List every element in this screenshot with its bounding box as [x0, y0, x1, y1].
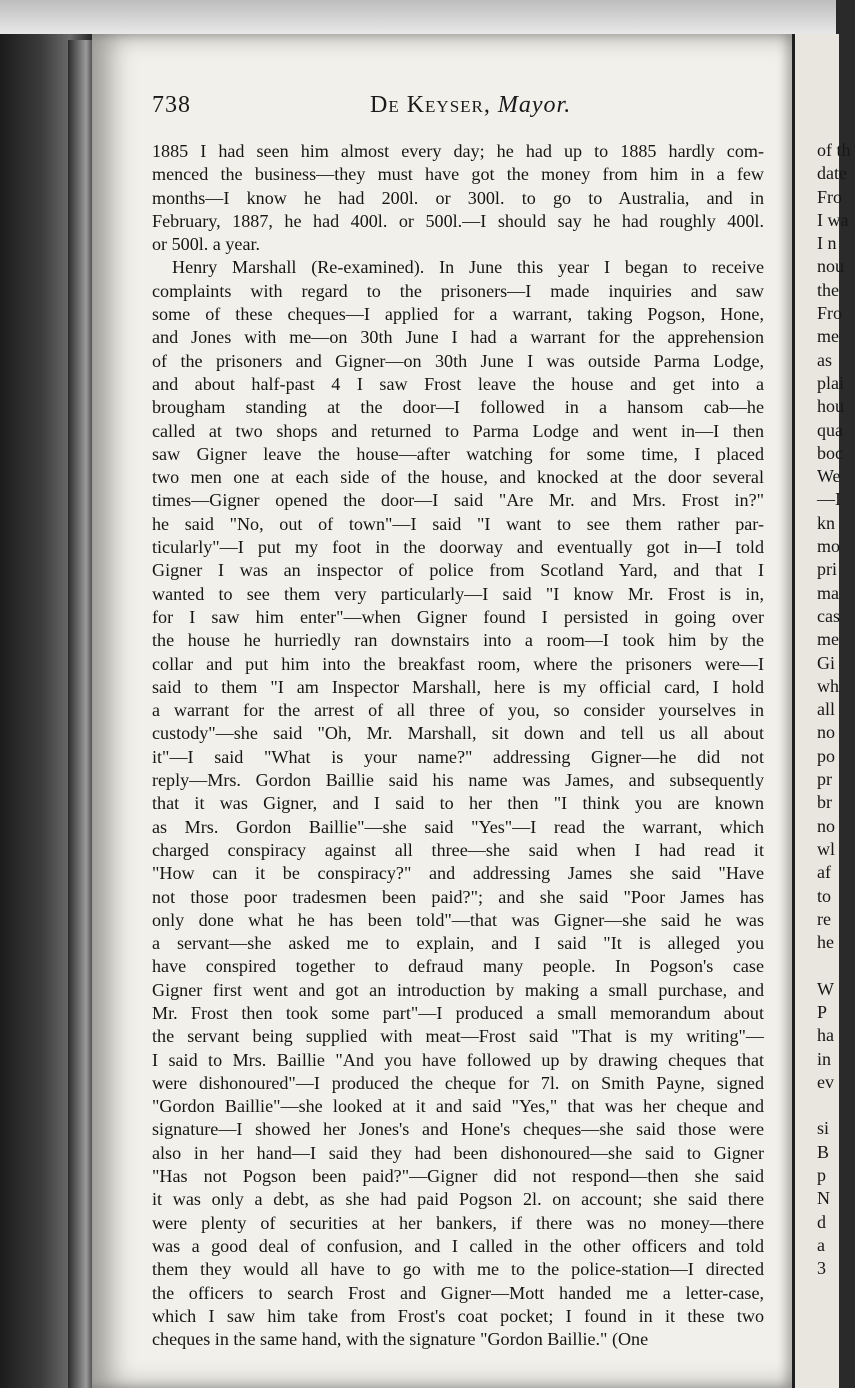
- text-line: that it was Gigner, and I said to her then "I think you are known: [152, 793, 764, 814]
- text-line: a warrant for the arrest of all three of you, so consider yourselves in: [152, 700, 764, 721]
- text-line: he said "No, out of town"—I said "I want to see them rather par-: [152, 513, 764, 534]
- facing-page-fragment: br: [817, 792, 832, 813]
- text-line: which I saw him take from Frost's coat pocket; I found in it these two: [152, 1305, 764, 1326]
- facing-page-fragment: wh: [817, 675, 839, 696]
- text-line: the servant being supplied with meat—Frost said "That is my writing"—: [152, 1026, 764, 1047]
- text-line: "Gordon Baillie"—she looked at it and said "Yes," that was her cheque and: [152, 1096, 764, 1117]
- text-line: a servant—she asked me to explain, and I said "It is alleged you: [152, 933, 764, 954]
- text-line: Gigner I was an inspector of police from Scotland Yard, and that I: [152, 560, 764, 581]
- text-line: the officers to search Frost and Gigner—Mott handed me a letter-case,: [152, 1282, 764, 1303]
- text-line: some of these cheques—I applied for a warrant, taking Pogson, Hone,: [152, 304, 764, 325]
- facing-page-fragment: d: [817, 1211, 826, 1232]
- text-line: "Has not Pogson been paid?"—Gigner did not respond—then she said: [152, 1166, 764, 1187]
- facing-page-fragment: no: [817, 815, 835, 836]
- facing-page-fragment: N: [817, 1188, 830, 1209]
- facing-page-fragment: me: [817, 326, 839, 347]
- facing-page-fragment: We: [817, 466, 841, 487]
- facing-page-fragment: pr: [817, 769, 832, 790]
- facing-page-fragment: B: [817, 1141, 830, 1162]
- facing-page-fragment: Gi: [817, 652, 835, 673]
- text-line: called at two shops and returned to Parma Lodge and went in—I then: [152, 420, 764, 441]
- text-line: wanted to see them very particularly—I said "I know Mr. Frost is in,: [152, 583, 764, 604]
- text-line: custody"—she said "Oh, Mr. Marshall, sit down and tell us all about: [152, 723, 764, 744]
- book-spine: [68, 40, 94, 1388]
- facing-page-fragment: Fro: [817, 186, 843, 207]
- page-header: [152, 92, 764, 124]
- text-line: two men one at each side of the house, and knocked at the door several: [152, 467, 764, 488]
- facing-page-fragment: boc: [817, 442, 843, 463]
- facing-page-fragment: W: [817, 978, 834, 999]
- text-line: "How can it be conspiracy?" and addressing James she said "Have: [152, 863, 764, 884]
- text-line: 1885 I had seen him almost every day; he had up to 1885 hardly com-: [152, 141, 764, 161]
- text-line: signature—I showed her Jones's and Hone's cheques—she said those were: [152, 1119, 764, 1140]
- facing-page-fragment: p: [817, 1165, 826, 1186]
- page-number: 738: [152, 92, 191, 118]
- facing-page-fragment: I n: [817, 233, 837, 254]
- text-line: complaints with regard to the prisoners—I made inquiries and saw: [152, 280, 764, 301]
- text-line: Gigner first went and got an introduction by making a small purchase, and: [152, 979, 764, 1000]
- facing-page-fragment: [795, 1095, 855, 1118]
- facing-page-fragment: to: [817, 885, 832, 906]
- facing-page-fragment: date: [817, 163, 847, 184]
- text-line: Mr. Frost then took some part"—I produced a small memorandum about: [152, 1002, 764, 1023]
- testimony-text: [152, 140, 764, 1351]
- text-line: were plenty of securities at her bankers, if there was no money—there: [152, 1212, 764, 1233]
- text-line: or 500l. a year.: [152, 234, 261, 255]
- facing-page-fragment: a: [817, 1234, 825, 1255]
- facing-page-fragment: [795, 955, 855, 978]
- facing-page-fragment: 3: [817, 1258, 826, 1279]
- text-line: reply—Mrs. Gordon Baillie said his name was James, and subsequently: [152, 770, 764, 791]
- text-line: menced the business—they must have got the money from him in a few: [152, 164, 764, 185]
- running-head-title: Mayor.: [497, 92, 572, 118]
- facing-page-fragment: po: [817, 745, 835, 766]
- scan-top-edge: [0, 0, 836, 34]
- text-line: them they would all have to go with me to the police-station—I directed: [152, 1259, 764, 1280]
- facing-page-fragment: ev: [817, 1071, 834, 1092]
- facing-page-fragment: in: [817, 1048, 832, 1069]
- facing-page-fragments: [795, 140, 855, 1282]
- text-line: of the prisoners and Gigner—on 30th June I was outside Parma Lodge,: [152, 350, 764, 371]
- facing-page-fragment: qua: [817, 419, 843, 440]
- text-line: also in her hand—I said they had been dishonoured—she said to Gigner: [152, 1142, 764, 1163]
- facing-page-fragment: all: [817, 699, 835, 720]
- text-line: ticularly"—I put my foot in the doorway and eventually got in—I told: [152, 537, 764, 558]
- facing-page-fragment: of th: [817, 140, 851, 160]
- text-line: months—I know he had 200l. or 300l. to go to Australia, and in: [152, 187, 764, 208]
- text-line: February, 1887, he had 400l. or 500l.—I should say he had roughly 400l.: [152, 210, 764, 231]
- facing-page-fragment: I wa: [817, 209, 849, 230]
- facing-page-fragment: hou: [817, 396, 844, 417]
- text-line: cheques in the same hand, with the signature "Gordon Baillie." (One: [152, 1329, 649, 1350]
- facing-page-fragment: af: [817, 862, 831, 883]
- facing-page-fragment: wl: [817, 838, 835, 859]
- text-line: said to them "I am Inspector Marshall, here is my official card, I hold: [152, 676, 764, 697]
- text-line: were dishonoured"—I produced the cheque for 7l. on Smith Payne, signed: [152, 1072, 764, 1093]
- facing-page-fragment: re: [817, 908, 831, 929]
- facing-page-fragment: cas: [817, 605, 840, 626]
- facing-page-fragment: the: [817, 279, 839, 300]
- text-line: charged conspiracy against all three—she said when I had read it: [152, 839, 764, 860]
- text-line: Henry Marshall (Re-examined). In June this year I began to receive: [172, 257, 764, 278]
- text-line: as Mrs. Gordon Baillie"—she said "Yes"—I read the warrant, which: [152, 816, 764, 837]
- text-line: it was only a debt, as she had paid Pogson 2l. on account; she said there: [152, 1189, 764, 1210]
- running-head: [370, 92, 571, 119]
- facing-page-fragment: no: [817, 722, 835, 743]
- facing-page-fragment: as: [817, 349, 832, 370]
- running-head-name: De Keyser,: [370, 92, 491, 118]
- facing-page-fragment: ma: [817, 582, 839, 603]
- text-line: was a good deal of confusion, and I called in the other officers and told: [152, 1235, 764, 1256]
- text-line: have conspired together to defraud many people. In Pogson's case: [152, 956, 764, 977]
- facing-page-fragment: si: [817, 1118, 830, 1139]
- facing-page-edge: [792, 34, 851, 1388]
- text-line: brougham standing at the door—I followed in a hansom cab—he: [152, 397, 764, 418]
- text-line: the house he hurriedly ran downstairs into a room—I took him by the: [152, 630, 764, 651]
- text-line: and about half-past 4 I saw Frost leave the house and get into a: [152, 373, 764, 394]
- facing-page-fragment: —I: [817, 489, 841, 510]
- facing-page-fragment: ha: [817, 1025, 834, 1046]
- facing-page-fragment: kn: [817, 512, 835, 533]
- facing-page-fragment: pri: [817, 559, 837, 580]
- text-line: I said to Mrs. Baillie "And you have followed up by drawing cheques that: [152, 1049, 764, 1070]
- facing-page-fragment: plai: [817, 372, 844, 393]
- text-line: for I saw him enter"—when Gigner found I persisted in going over: [152, 606, 764, 627]
- facing-page-fragment: mo: [817, 536, 841, 557]
- text-line: saw Gigner leave the house—after watching for some time, I placed: [152, 443, 764, 464]
- facing-page-fragment: nou: [817, 256, 844, 277]
- text-line: times—Gigner opened the door—I said "Are Mr. and Mrs. Frost in?": [152, 490, 764, 511]
- facing-page-fragment: P: [817, 1001, 828, 1022]
- facing-page-fragment: Fro: [817, 303, 843, 324]
- facing-page-fragment: he: [817, 932, 834, 953]
- facing-page-fragment: me: [817, 629, 839, 650]
- text-line: only done what he has been told"—that was Gigner—she said he was: [152, 909, 764, 930]
- text-line: collar and put him into the breakfast room, where the prisoners were—I: [152, 653, 764, 674]
- text-line: not those poor tradesmen been paid?"; and she said "Poor James has: [152, 886, 764, 907]
- text-line: it"—I said "What is your name?" addressing Gigner—he did not: [152, 746, 764, 767]
- text-line: and Jones with me—on 30th June I had a warrant for the apprehension: [152, 327, 764, 348]
